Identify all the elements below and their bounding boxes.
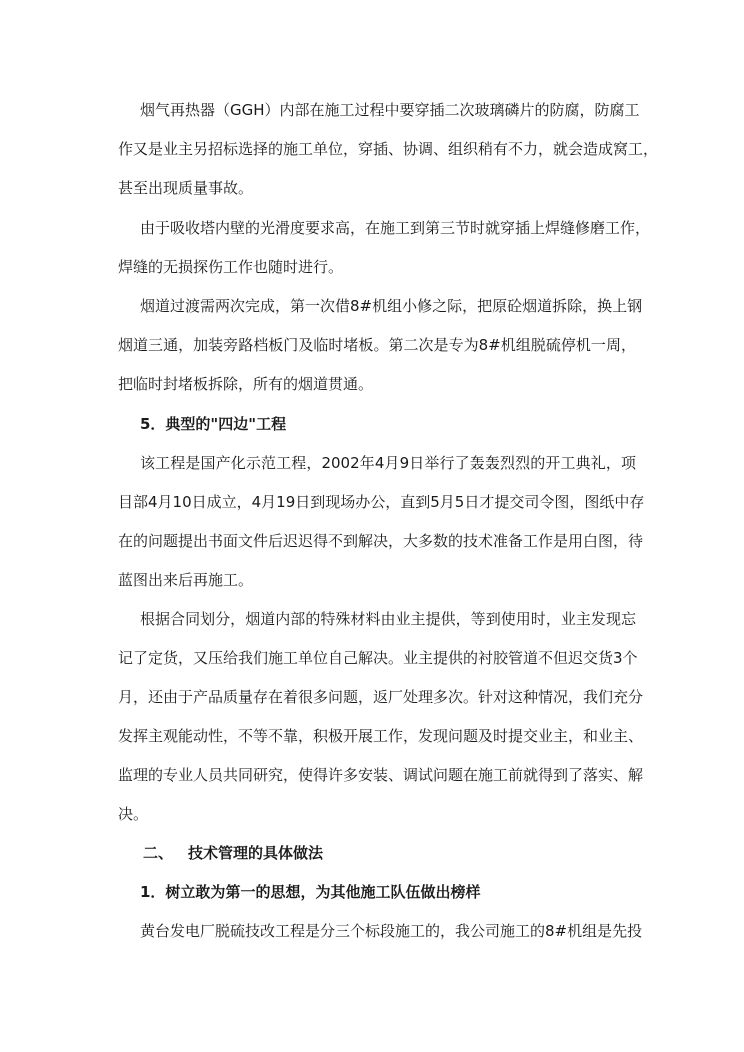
paragraph-line: 决。	[118, 805, 149, 823]
paragraph-line: 蓝图出来后再施工。	[118, 571, 254, 589]
paragraph-line: 烟气再热器（GGH）内部在施工过程中要穿插二次玻璃磷片的防腐，防腐工	[140, 101, 640, 119]
subsection-heading: 1．树立敢为第一的思想，为其他施工队伍做出榜样	[140, 883, 481, 901]
paragraph-line: 焊缝的无损探伤工作也随时进行。	[118, 258, 344, 276]
paragraph-line: 烟道三通，加装旁路档板门及临时堵板。第二次是专为8#机组脱硫停机一周，	[118, 336, 636, 354]
paragraph-line: 甚至出现质量事故。	[118, 179, 254, 197]
paragraph-line: 目部4月10日成立，4月19日到现场办公，直到5月5日才提交司令图，图纸中存	[118, 493, 645, 511]
paragraph-line: 该工程是国产化示范工程，2002年4月9日举行了轰轰烈烈的开工典礼，项	[140, 454, 636, 472]
paragraph-line: 月，还由于产品质量存在着很多问题，返厂处理多次。针对这种情况，我们充分	[118, 688, 644, 706]
paragraph-line: 作又是业主另招标选择的施工单位，穿插、协调、组织稍有不力，就会造成窝工，	[118, 140, 659, 158]
paragraph-line: 监理的专业人员共同研究，使得许多安装、调试问题在施工前就得到了落实、解	[118, 766, 644, 784]
paragraph-line: 根据合同划分，烟道内部的特殊材料由业主提供，等到使用时，业主发现忘	[140, 610, 636, 628]
subsection-heading: 5．典型的"四边"工程	[140, 415, 287, 433]
paragraph-line: 把临时封堵板拆除，所有的烟道贯通。	[118, 375, 374, 393]
paragraph-line: 由于吸收塔内壁的光滑度要求高，在施工到第三节时就穿插上焊缝修磨工作，	[140, 219, 651, 237]
paragraph-line: 记了定货，又压给我们施工单位自己解决。业主提供的衬胶管道不但迟交货3个	[118, 649, 638, 667]
paragraph-line: 在的问题提出书面文件后迟迟得不到解决，大多数的技术准备工作是用白图，待	[118, 532, 644, 550]
paragraph-line: 烟道过渡需两次完成，第一次借8#机组小修之际，把原砼烟道拆除，换上钢	[140, 297, 643, 315]
section-number: 二、	[143, 844, 174, 862]
paragraph-line: 黄台发电厂脱硫技改工程是分三个标段施工的，我公司施工的8#机组是先投	[140, 922, 643, 940]
section-heading: 技术管理的具体做法	[188, 844, 324, 862]
paragraph-line: 发挥主观能动性，不等不靠，积极开展工作，发现问题及时提交业主，和业主、	[118, 727, 644, 745]
